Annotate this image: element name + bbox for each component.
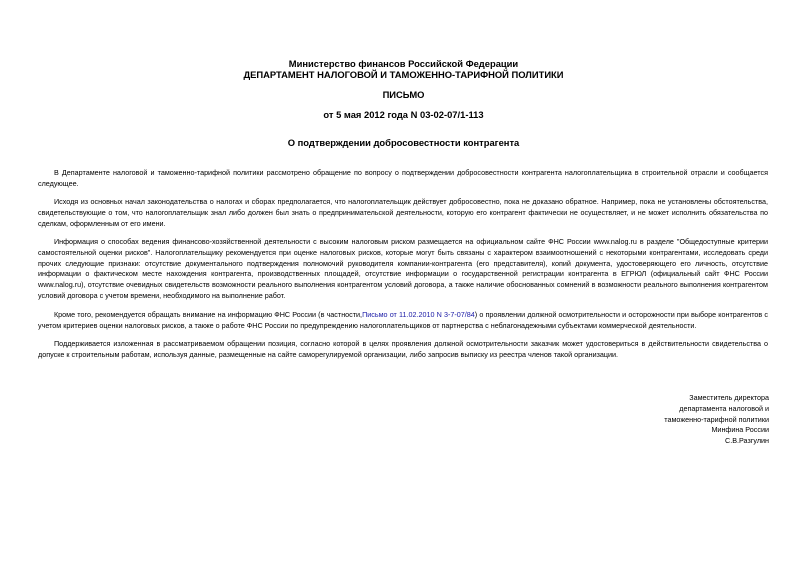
signature-name: С.В.Разгулин (725, 436, 769, 446)
letter-link[interactable]: Письмо от 11.02.2010 N 3-7-07/84 (362, 310, 475, 319)
paragraph-1: В Департаменте налоговой и таможенно-тарифной политики рассмотрено обращение по вопросу о подтверждении добросовестности контрагента налогоплательщика в строительной отрасли и сообщается следующее. (38, 168, 768, 188)
paragraph-4-text-before: Кроме того, рекомендуется обращать внимание на информацию ФНС России (в частности, (54, 310, 363, 319)
document-date-number: от 5 мая 2012 года N 03-02-07/1-113 (323, 109, 484, 120)
paragraph-4 (38, 310, 768, 332)
paragraph-5: Поддерживается изложенная в рассматриваемом обращении позиция, согласно которой в целях проявления должной осмотрительности заказчик может удостовериться в действительности свидетельства о допуске к строительным работам, используя данные, размещенные на сайте саморегулируемой организации, либо запросив выписку из реестра членов такой организации. (38, 339, 768, 359)
ministry-title: Министерство финансов Российской Федерации (288, 58, 519, 69)
document-type: ПИСЬМО (382, 89, 425, 100)
document-subject: О подтверждении добросовестности контрагента (287, 137, 520, 148)
signature-department: департамента налоговой и (679, 403, 769, 413)
signature-ministry: Минфина России (711, 425, 769, 435)
paragraph-3: Информация о способах ведения финансово-хозяйственной деятельности с высоким налоговым риском размещается на официальном сайте ФНС России www.nalog.ru в разделе "Общедоступные критерии самостоятельной оценки рисков". Налогоплательщику рекомендуется при оценке налоговых рисков, которые могут быть связаны с характером взаимоотношений с некоторыми контрагентами, исследовать среди прочих следующие признаки: отсутствие документального подтверждения полномочий руководителя компании-контрагента (его представителя), копий документа, удостоверяющего его личность, отсутствие информации о фактическом месте нахождения контрагента, производственных площадей, отсутствие информации о государственной регистрации контрагента в ЕГРЮЛ (официальный сайт ФНС России www.nalog.ru), отсутствие очевидных свидетельств возможности реального выполнения контрагентом условий договора, а также наличие обоснованных сомнений в возможности реального выполнения контрагентом условий договора с учетом времени, необходимого на выполнение работ. (38, 237, 768, 300)
signature-policy: таможенно-тарифной политики (664, 414, 769, 424)
paragraph-2: Исходя из основных начал законодательства о налогах и сборах предполагается, что налогоплательщик действует добросовестно, пока не доказано обратное. Например, пока не установлены обстоятельства, свидетельствующие о том, что налогоплательщик знал либо должен был знать о предпринимательской деятельности, которую его контрагент фактически не осуществляет, и не может исполнить обязательства по сделкам, оформленным от его имени. (38, 197, 768, 228)
paragraph-4-text-after: ) о проявлении должной осмотрительности и осторожности при выборе контрагентов с учетом критериев оценки налоговых рисков, а также о работе ФНС России по предупреждению налогоплательщиков от партнерства с неблагонадежными субъектами коммерческой деятельности. (38, 310, 768, 330)
department-title: ДЕПАРТАМЕНТ НАЛОГОВОЙ И ТАМОЖЕННО-ТАРИФНОЙ ПОЛИТИКИ (243, 69, 564, 80)
signature-block (664, 393, 769, 447)
signature-position: Заместитель директора (689, 393, 769, 402)
